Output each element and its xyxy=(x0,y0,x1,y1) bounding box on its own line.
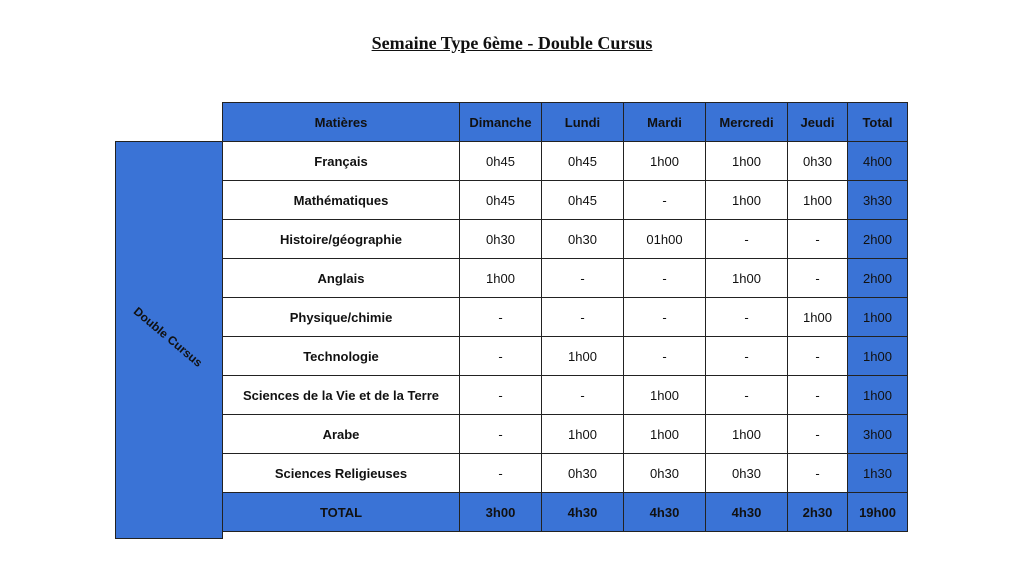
table-row xyxy=(223,337,908,376)
total-cell: 3h30 xyxy=(848,181,908,220)
header-cell-sunday: Dimanche xyxy=(460,103,542,142)
table-cell: 0h45 xyxy=(460,181,542,220)
table-cell: - xyxy=(624,337,706,376)
subject-cell: Physique/chimie xyxy=(223,298,460,337)
subject-cell: Sciences de la Vie et de la Terre xyxy=(223,376,460,415)
subject-cell: Français xyxy=(223,142,460,181)
table-cell: 1h00 xyxy=(706,259,788,298)
header-cell-tuesday: Mardi xyxy=(624,103,706,142)
table-cell: 1h00 xyxy=(706,415,788,454)
table-cell: - xyxy=(788,415,848,454)
header-row xyxy=(223,103,908,142)
table-cell: 1h00 xyxy=(788,181,848,220)
table-cell: 1h00 xyxy=(460,259,542,298)
total-row-cell: 3h00 xyxy=(460,493,542,532)
table-cell: - xyxy=(706,376,788,415)
table-cell: 0h30 xyxy=(706,454,788,493)
table-cell: - xyxy=(624,181,706,220)
side-label: Double Cursus xyxy=(130,304,206,370)
total-row-label: TOTAL xyxy=(223,493,460,532)
total-cell: 1h00 xyxy=(848,298,908,337)
table-cell: - xyxy=(788,337,848,376)
table-row xyxy=(223,259,908,298)
total-cell: 2h00 xyxy=(848,259,908,298)
table-cell: 01h00 xyxy=(624,220,706,259)
table-row xyxy=(223,298,908,337)
table-cell: - xyxy=(788,454,848,493)
table-cell: - xyxy=(460,298,542,337)
table-cell: - xyxy=(624,259,706,298)
table-cell: - xyxy=(706,220,788,259)
total-cell: 3h00 xyxy=(848,415,908,454)
table-cell: - xyxy=(542,298,624,337)
table-cell: - xyxy=(788,220,848,259)
table-cell: 0h30 xyxy=(788,142,848,181)
subject-cell: Histoire/géographie xyxy=(223,220,460,259)
table-cell: 0h45 xyxy=(460,142,542,181)
table-cell: 0h45 xyxy=(542,142,624,181)
header-cell-wednesday: Mercredi xyxy=(706,103,788,142)
page-title: Semaine Type 6ème - Double Cursus xyxy=(371,33,653,53)
table-cell: - xyxy=(788,259,848,298)
subject-cell: Mathématiques xyxy=(223,181,460,220)
subject-cell: Sciences Religieuses xyxy=(223,454,460,493)
table-row xyxy=(223,142,908,181)
table-cell: 1h00 xyxy=(624,376,706,415)
grand-total-cell: 19h00 xyxy=(848,493,908,532)
header-cell-monday: Lundi xyxy=(542,103,624,142)
table-cell: - xyxy=(542,376,624,415)
total-row-cell: 4h30 xyxy=(542,493,624,532)
table-cell: - xyxy=(706,337,788,376)
table-row xyxy=(223,220,908,259)
table-cell: - xyxy=(542,259,624,298)
schedule-table xyxy=(222,102,908,532)
table-cell: 1h00 xyxy=(706,181,788,220)
table-cell: - xyxy=(706,298,788,337)
table-cell: 1h00 xyxy=(542,415,624,454)
table-row xyxy=(223,454,908,493)
total-cell: 4h00 xyxy=(848,142,908,181)
table-cell: - xyxy=(460,415,542,454)
subject-cell: Technologie xyxy=(223,337,460,376)
table-cell: 0h30 xyxy=(460,220,542,259)
total-row-cell: 4h30 xyxy=(624,493,706,532)
total-row xyxy=(223,493,908,532)
table-cell: - xyxy=(460,454,542,493)
table-row xyxy=(223,415,908,454)
table-cell: 1h00 xyxy=(706,142,788,181)
total-cell: 2h00 xyxy=(848,220,908,259)
table-cell: 1h00 xyxy=(788,298,848,337)
table-row xyxy=(223,376,908,415)
table-cell: - xyxy=(460,376,542,415)
table-cell: - xyxy=(788,376,848,415)
header-cell-subject: Matières xyxy=(223,103,460,142)
total-cell: 1h00 xyxy=(848,337,908,376)
table-cell: 1h00 xyxy=(624,142,706,181)
total-cell: 1h30 xyxy=(848,454,908,493)
total-row-cell: 4h30 xyxy=(706,493,788,532)
table-cell: 0h30 xyxy=(542,454,624,493)
table-cell: 0h30 xyxy=(542,220,624,259)
table-cell: - xyxy=(460,337,542,376)
table-cell: 0h45 xyxy=(542,181,624,220)
subject-cell: Arabe xyxy=(223,415,460,454)
table-row xyxy=(223,181,908,220)
total-row-cell: 2h30 xyxy=(788,493,848,532)
header-cell-thursday: Jeudi xyxy=(788,103,848,142)
table-cell: 1h00 xyxy=(542,337,624,376)
total-cell: 1h00 xyxy=(848,376,908,415)
subject-cell: Anglais xyxy=(223,259,460,298)
table-cell: 0h30 xyxy=(624,454,706,493)
header-cell-total: Total xyxy=(848,103,908,142)
table-cell: 1h00 xyxy=(624,415,706,454)
table-cell: - xyxy=(624,298,706,337)
